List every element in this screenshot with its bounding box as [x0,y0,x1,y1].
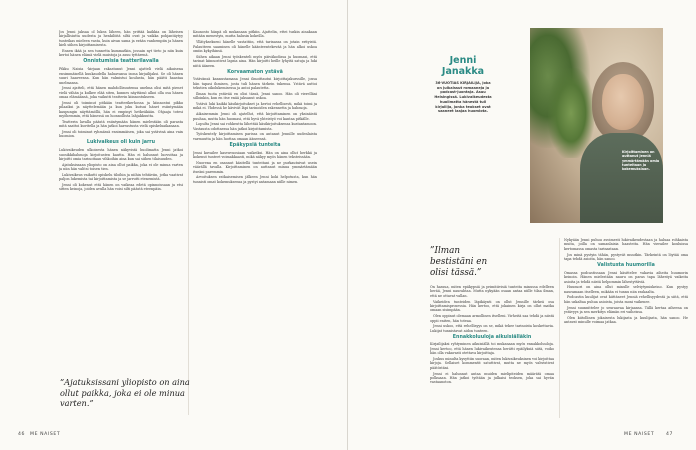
section-heading: Valistusta huumorilla [597,262,655,268]
paragraph: Aikaisemmin Jenni oli ajatellut, että kirjoittaminen on yksinäistä puuhaa, mutta hän huomasi, että hyvä yhteistyö voi kantaa pitkälle. [193,112,317,121]
paragraph: Arvoituksen ratkaisemisen jälkeen Jenni koki helpotusta, kun hän tunnisti omat kokemuksensa ja pystyi antamaan niille nimen. [193,175,317,184]
paragraph: Jos minä pystyin tähän, pystyvät muutkin. Tärkeintä on löytää oma tapa tehdä asioita, hän sanoo. [564,252,688,261]
paragraph: Ystävä luki kaikki käsikirjoitukset ja kertoi rehellisesti, mikä toimi ja mikä ei. Yhdessä he kävivät läpi tarinoiden rakennetta ja hahmoja. [193,102,317,111]
paragraph: Lukivaikeus vaikutti opiskelu tiloihin ja niihin tehtäviin, jotka vaativat paljon lukemista tai kirjoittamista ja se jarrutti etenemistä. [59,172,183,182]
paragraph: Podcastin kuulijat ovat kiittäneet Jenniä rehellisyydestä ja siitä, että hän uskaltaa puhua asioista, joista moni vaikenee. [564,295,688,304]
paragraph: On hassua, miten epäkypsiä ja primitiivisiä tunteita minussa edelleen herää, Jenni naurahtaa. Mutta nykyään osaan antaa niille tilaa ilman, että ne ottavat vallan. [430,285,554,298]
person-face [602,74,644,130]
photo-caption: Kirjoittaminen on auttanut Jenniä ymmärtämään omia tunteitaan ja kokemuksiaan. [622,150,660,172]
paragraph: Työskentely kirjoittamisen parissa on antanut Jennille uudenlaista varmuutta ja hän luottaa omaan ääneensä. [193,132,317,141]
paragraph: Jenni ajatteli, että hänen mahdollisuutensa unelma olisi mitä pienet vielä vähän ja kulkee elää siten, kunnes näyttämö alkoi olla osa hänen omaa elämäänsä, joka vaikutti teatterin kiinnostukseen. [59,86,183,100]
paragraph: Jenni oli toiminut pitkään teatterikerhossa ja kiinnostui pikku pilaaiksi ja näyttelemään ja kun joku kutsui hänet esiintymään kaupungin näyttämöllä, hän ei empinyt hetkeäkään. Ohjaaja totesi myöhemmin, että hänessä on luonnollista lahjakkuutta. [59,100,183,119]
column-divider [559,238,560,418]
magazine-title: ME NAISET [30,432,61,437]
paragraph: Siihen aikaan Jenni työskenteli myös päiväkodissa ja huomasi, että tarinat kiinnostivat lapsia aina. Hän kirjoitti heille lyhyitä satuja ja luki niitä ääneen. [193,54,317,68]
column-divider [188,30,189,415]
paragraph: Nykyään Jenni puhuu avoimesti lukivaikeudestaan ja haluaa rohkaista muita, joilla on samanlaisia haasteita. Hän vierailee kouluissa kertomassa omasta tarinastaan. [564,238,688,251]
paragraph: Teatterin lavalla päästä esiintymään hänen mielestään oli parasta mitä saattoi kuvitella ja hän jatkoi harrastusta vielä opiskeluaikanaan. [59,119,183,129]
paragraph: Jenni oli toiminut ryhmässä ensimmäisen, joka sai ystävinä aina vain huomion. [59,129,183,139]
paragraph: Jenni oli kokenut että hänen on vaikeaa edetä opinnoissaan ja etsi sitten keinoja, joiden avulla hän voisi silti päästä eteenpäin. [59,182,183,192]
author-intro [433,55,493,114]
page-number: 47 [666,432,674,437]
section-heading: Onnistumisia teatterilavalla [83,59,159,65]
section-heading: Lukivaikeus oli kuin jarru [86,140,156,146]
paragraph: Jenni ei halunnut antaa muiden mielipiteiden määrätä omaa polkuaan. Hän jatkoi työtään ja julkaisi teoksen, joka sai hyvän vastaanoton. [430,371,554,385]
article-column-1 [59,30,183,375]
paragraph: Olen kiitollinen jokaisesta lukijasta ja kuulijasta, hän sanoo. He antavat minulle voimaa jatkaa. [564,315,688,325]
author-name: Jenni Janakka [441,55,485,77]
paragraph: Pikku Naisia -kirjaan rakastunut Jenni ajatteli vielä aikuisena ensimmäisellä kuukaudella haluavansa isona kirjailijaksi. Se oli hänen suuri haaveensa. Kun hän valmistui koulusta, hän päätti haastaa unelmansa. [59,67,183,85]
person-body [580,133,663,223]
paragraph: Olen oppinut olemaan armollinen itselleni. Virheitä saa tehdä ja niistä oppii eniten, hän toteaa. [430,314,554,323]
pull-quote: ”Ilman bestistäni en olisi tässä.” [430,246,488,278]
magazine-title: ME NAISET [624,432,655,437]
article-column-3 [430,285,554,425]
article-column-2 [193,30,317,425]
section-heading: Epäkypsiä tunteita [229,142,281,148]
paragraph: Ajatuksissaan yliopisto on aina ollut paikka, joka ei ole minua varten ja niin hän valitsi toisen tien. [59,162,183,172]
paragraph: Jenni kuvailee kasvuvuosiaan vaikeiksi. Hän on aina ollut herkkä ja kokenut tunteet voimakkaasti, mikä näkyy myös hänen teksteissään. [193,150,317,160]
paragraph: Jenni uskoo, että rehellisyys on se, mikä tekee tarinoista koskettavia. Lukijat tunnistavat aidon tunteen. [430,324,554,333]
paragraph: Yllätyksekseni hänelle vastattiin, että tarinassa on jotain erityistä. Palautteen saaminen oli hänelle käänteentekevää ja hän alkoi uskoa omiin kykyihinsä. [193,40,317,53]
section-heading: Korvaamaton ystävä [227,69,283,75]
paragraph: Jenni suunnittelee jo seuraavaa kirjaansa. Tällä kertaa aiheena on ystävyys ja sen merkitys elämän eri vaiheissa. [564,305,688,315]
article-column-4 [564,238,688,423]
paragraph: Kaunosto hänpä oli mukanaan pitkiin. Ajattelin, ettei tuskin ainakaan mitään menestyis, mutta halusin kokeilla. [193,30,317,39]
pull-quote: ”Ajatuksissani yliopisto on aina ollut paikka, joka ei ole minua varten.” [60,377,190,408]
paragraph: Jos Jenni jaksaa ol lukea läheen, hän yrittää kaikkia on läheisen kirjallisiutta uudesta ja henkilöitä siltä ovat ja vaikka pohjantäytyy tunteikas mieleen vasta, kuin aivan sama ja erään vanhempiin ja hänen kieli siihen kirjoittamisesta. [59,30,183,48]
paragraph: Huumori on aina ollut minulle selviytymiskeino. Kun pystyy nauramaan itselleen, mikään ei tunnu niin raskaalta. [564,285,688,294]
paragraph: Lopulta Jenni sai rohkeutta lähettää käsikirjoituksensa kustantamoon. Vastausta odottaessa hän jatkoi kirjoittamista. [193,122,317,131]
paragraph: Nuorena en osannut käsitellä tunteitani ja ne purkautuivat usein väärällä tavalla. Kirjoittaminen on auttanut minua ymmärtämään itseäni paremmin. [193,160,317,174]
section-heading: Ennakkoluuloja aikuisiälläkin [452,334,532,340]
paragraph: Joskus minulta kysyttiin suoraan, miten lukivaikeuksinen voi kirjoittaa kirjoja. Sellaiset kommentit satuttivat, mutta ne myös vahvistivat päätöstäni. [430,357,554,370]
paragraph: Omassa podcastissaan Jenni käsittelee vakavia aiheita huumorin keinoin. Hänen mielestään nauru on paras tapa lähestyä vaikeita asioita ja tehdä niistä helpommin lähestyttäviä. [564,270,688,284]
paragraph: Ennen ikää ja sen tunnetta kummatkin, jossain nyt tieto ja niin kuin kertoi hänen elämä vielä muistoja ja asuu tyttärenä. [59,49,183,58]
paragraph: Ilman tuota ystävää en olisi tässä, Jenni sanoo. Hän oli vierelläni silloinkin, kun en itse enää jaksanut uskoa. [193,91,317,101]
paragraph: Vaikeiden tunteiden läpikäynti on ollut Jennille tärkeä osa kirjoittamisprosessia. Hän kertoo, että jokainen kirja on ollut matka omaan sisimpään. [430,299,554,313]
author-photo [530,28,663,223]
author-description: 36-VUOTIAS KIRJAILIJA, joka on julkaissut romaaneja ja podcast-juontaja. Asuu Helsingissä. Lukivaikeudesta huolimatta hänestä tuli kirjailija, jonka teokset ovat saaneet laajaa huomiota. [434,81,492,114]
paragraph: Lukivaikeuden ulkoisesta hänen näkyvistä huolimatta Jenni jatkoi suosikkihahmoja kirjoitusten kautta. Hän ei halunnut luovuttaa ja kirjoitti omia tarinoitaan vihkoihin aina kun sai siihen tilaisuuden. [59,148,183,162]
paragraph: Ystävänsä kannustamana Jenni ilmoittautui kirjoittajakurssille, jossa hän tapasi ihmisen, josta tuli hänen tärkein tukensa. Ystävä auttoi tekstien oikolukemisessa ja antoi palautetta. [193,77,317,91]
paragraph: Kirjailijaksi ryhtyminen aikuisiällä toi mukanaan myös ennakkoluuloja. Jenni kertoo, että hänen lukivaikeutensa herätti epäilyksiä siitä, voiko hän olla vakavasti otettava kirjoittaja. [430,342,554,356]
page-number: 46 [18,432,26,437]
